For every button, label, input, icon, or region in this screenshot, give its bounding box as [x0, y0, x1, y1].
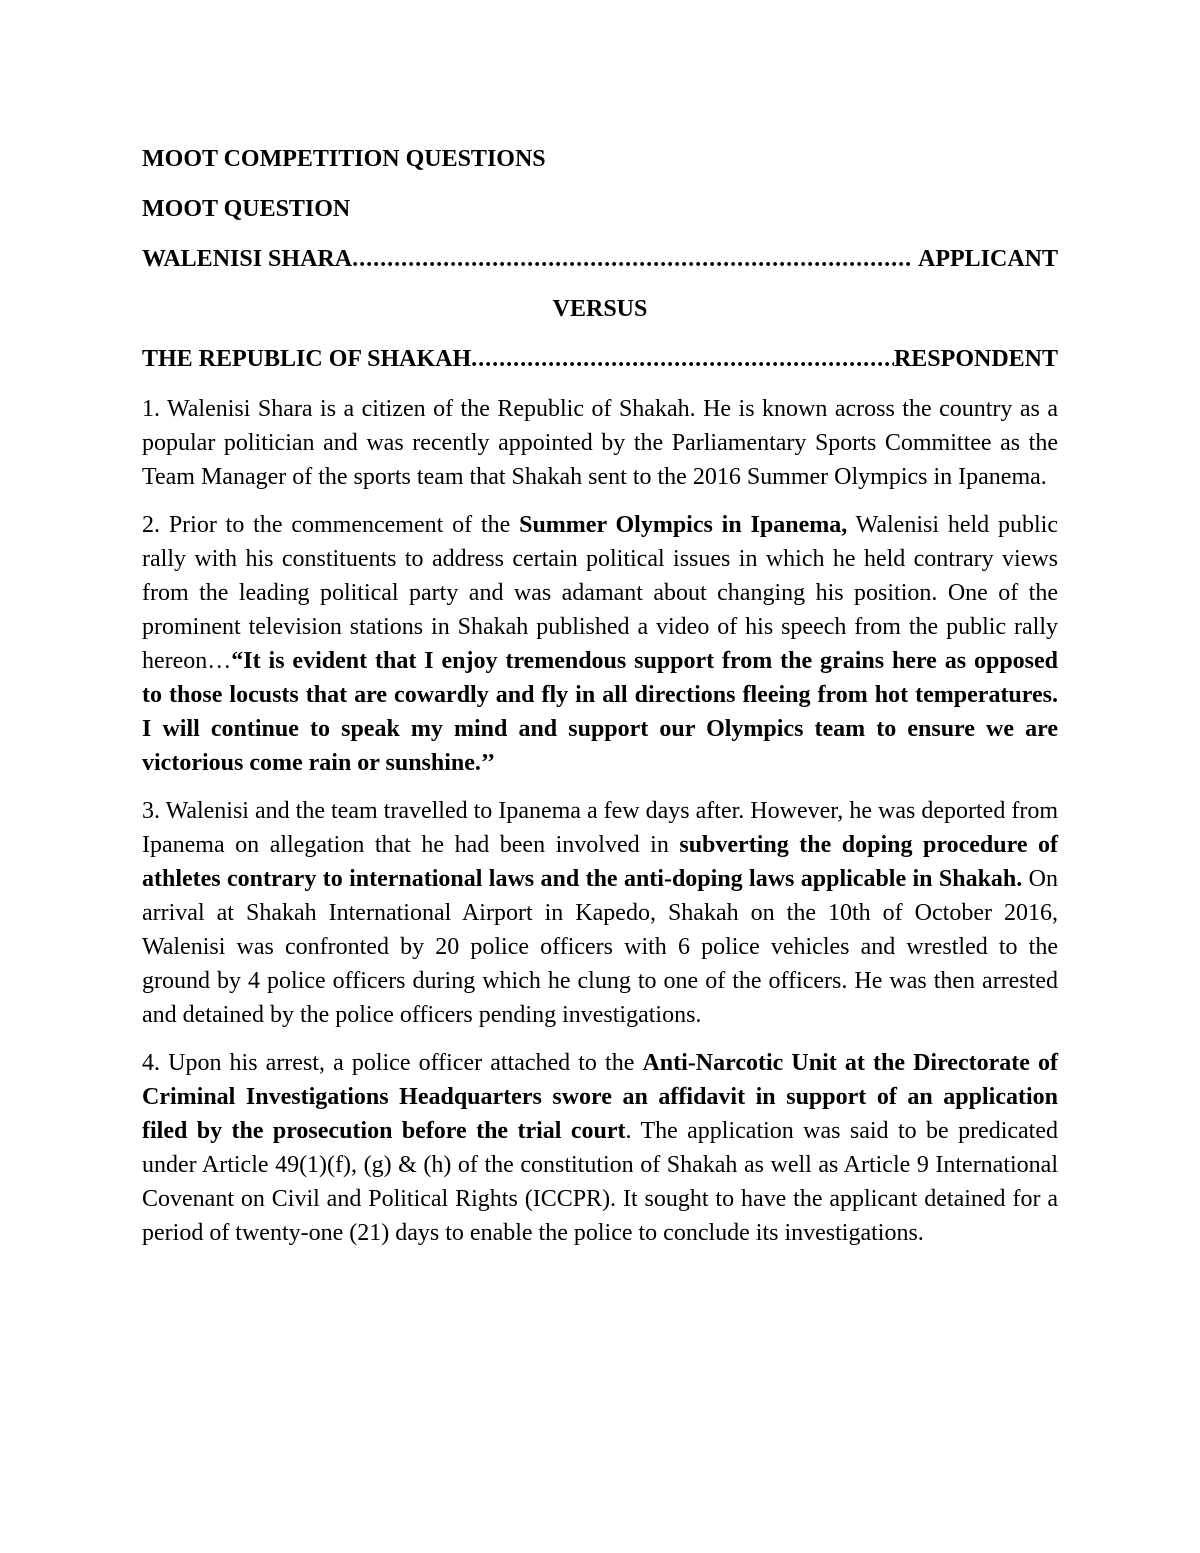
paragraph-3-text: On arrival at Shakah International Airport in Kapedo, Shakah on the 10th of October 2016, Walenisi was confronted by 20 police officers with 6 police vehicles and wrestled to the ground by 4 police officers during which he clung to one of the officers. He was then arrested and detained by the police officers pending investigations.: [142, 866, 1058, 1028]
dot-leader: [471, 342, 894, 376]
paragraph-4-text: . The application was said to be predicated under Article 49(1)(f), (g) & (h) of the constitution of Shakah as well as Article 9 International Covenant on Civil and Political Rights (ICCPR). It sought to have the applicant detained for a period of twenty-one (21) days to enable the police to conclude its investigations.: [142, 1118, 1059, 1246]
paragraph-2-quote: “It is evident that I enjoy tremendous support from the grains here as opposed to those locusts that are cowardly and fly in all directions fleeing from hot temperatures. I will continue to speak my mind and support our Olympics team to ensure we are victorious come rain or sunshine.’’: [142, 648, 1058, 776]
respondent-name: THE REPUBLIC OF SHAKAH: [142, 346, 472, 372]
paragraph-2: [142, 508, 1058, 780]
paragraph-4-text: 4. Upon his arrest, a police officer attached to the: [142, 1050, 643, 1076]
paragraph-4-emphasis: Anti-Narcotic Unit at the Directorate of Criminal Investigations Headquarters swore an affidavit in support of an application filed by the prosecution before the trial court: [142, 1050, 1058, 1144]
document-title: MOOT COMPETITION QUESTIONS: [142, 146, 546, 172]
document-body: [142, 142, 1058, 1264]
document-subtitle: MOOT QUESTION: [142, 196, 351, 222]
paragraph-3-text: 3. Walenisi and the team travelled to Ipanema a few days after. However, he was deported from Ipanema on allegation that he had been involved in: [142, 798, 1058, 858]
respondent-role: RESPONDENT: [893, 346, 1058, 372]
respondent-line: [142, 342, 1058, 376]
paragraph-3-emphasis: subverting the doping procedure of athletes contrary to international laws and the anti-doping laws applicable in Shakah.: [142, 832, 1058, 892]
dot-leader: [352, 242, 912, 276]
paragraph-3: [142, 794, 1058, 1032]
paragraph-1: [142, 392, 1058, 494]
paragraph-2-text: Walenisi held public rally with his constituents to address certain political issues in which he held contrary views from the leading political party and was adamant about changing his position. One of the prominent television stations in Shakah published a video of his speech from the public rally hereon…: [142, 512, 1058, 674]
paragraph-2-text: 2. Prior to the commencement of the: [142, 512, 520, 538]
applicant-name: WALENISI SHARA: [142, 246, 353, 272]
applicant-line: [142, 242, 1058, 276]
applicant-role: APPLICANT: [917, 246, 1058, 272]
versus-label: VERSUS: [552, 296, 648, 322]
paragraph-4: [142, 1046, 1058, 1250]
paragraph-2-emphasis: Summer Olympics in Ipanema,: [519, 512, 848, 538]
paragraph-1-text: 1. Walenisi Shara is a citizen of the Republic of Shakah. He is known across the country as a popular politician and was recently appointed by the Parliamentary Sports Committee as the Team Manager of the sports team that Shakah sent to the 2016 Summer Olympics in Ipanema.: [142, 396, 1058, 490]
